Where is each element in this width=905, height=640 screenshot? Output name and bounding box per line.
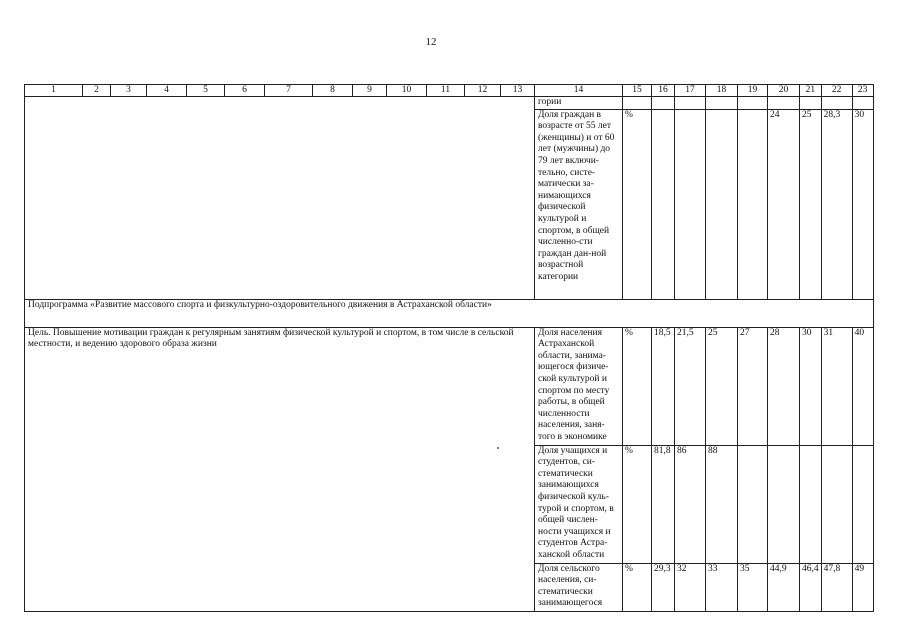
unit-cell: % — [623, 445, 652, 563]
header-cell: 13 — [501, 85, 535, 97]
empty-cell — [25, 109, 535, 299]
header-cell: 2 — [83, 85, 111, 97]
subprogram-title: Подпрограмма «Развитие массового спорта и физкультурно-оздоровительного движения в Астраханской области» — [25, 299, 874, 327]
value-cell — [652, 97, 675, 110]
empty-cell — [25, 97, 535, 110]
value-cell — [706, 109, 738, 299]
value-cell: 30 — [800, 327, 822, 445]
value-cell: 28,3 — [821, 109, 852, 299]
value-cell — [768, 97, 800, 110]
value-cell: 88 — [706, 445, 738, 563]
indicator-cell: Доля учащихся и студентов, си-стематически занимающихся физической куль-турой и спортом, в общей числен-ности учащихся и студентов Астра-ханской области — [535, 445, 623, 563]
value-cell — [675, 97, 706, 110]
header-cell: 16 — [652, 85, 675, 97]
value-cell: 32 — [675, 563, 706, 611]
value-cell — [821, 445, 852, 563]
scan-speck — [497, 447, 499, 449]
value-cell — [852, 445, 873, 563]
value-cell: 21,5 — [675, 327, 706, 445]
header-cell: 6 — [225, 85, 265, 97]
value-cell — [706, 97, 738, 110]
table-row — [25, 109, 874, 299]
value-cell: 24 — [768, 109, 800, 299]
unit-cell: % — [623, 563, 652, 611]
value-cell — [738, 97, 768, 110]
page-number: 12 — [425, 36, 437, 48]
value-cell: 18,5 — [652, 327, 675, 445]
indicator-cell: Доля сельского населения, си-стематически занимающегося — [535, 563, 623, 611]
unit-cell: % — [623, 109, 652, 299]
indicator-cell: гории — [535, 97, 623, 110]
subprogram-row — [25, 299, 874, 327]
header-cell: 19 — [738, 85, 768, 97]
header-cell: 7 — [265, 85, 313, 97]
value-cell: 81,8 — [652, 445, 675, 563]
indicators-table — [24, 84, 874, 612]
header-cell: 8 — [313, 85, 353, 97]
header-cell: 15 — [623, 85, 652, 97]
value-cell: 28 — [768, 327, 800, 445]
header-cell: 18 — [706, 85, 738, 97]
table-row — [25, 97, 874, 110]
value-cell: 25 — [800, 109, 822, 299]
value-cell — [768, 445, 800, 563]
value-cell: 86 — [675, 445, 706, 563]
value-cell — [738, 109, 768, 299]
value-cell: 35 — [738, 563, 768, 611]
value-cell: 49 — [852, 563, 873, 611]
header-row — [25, 85, 874, 97]
value-cell: 46,4 — [800, 563, 822, 611]
value-cell — [800, 445, 822, 563]
value-cell — [675, 109, 706, 299]
value-cell — [852, 97, 873, 110]
table-row — [25, 327, 874, 445]
value-cell — [800, 97, 822, 110]
header-cell: 5 — [187, 85, 225, 97]
header-cell: 17 — [675, 85, 706, 97]
value-cell: 29,3 — [652, 563, 675, 611]
value-cell — [738, 445, 768, 563]
header-cell: 21 — [800, 85, 822, 97]
header-cell: 23 — [852, 85, 873, 97]
value-cell: 25 — [706, 327, 738, 445]
value-cell — [623, 97, 652, 110]
header-cell: 12 — [465, 85, 501, 97]
header-cell: 11 — [427, 85, 465, 97]
header-cell: 1 — [25, 85, 83, 97]
indicator-cell: Доля граждан в возрасте от 55 лет (женщины) и от 60 лет (мужчины) до 79 лет включи-тельно, систе-матически за-нимающихся физической культурой и спортом, в общей численно-сти граждан дан-ной возрастной категории — [535, 109, 623, 299]
header-cell: 4 — [147, 85, 187, 97]
header-cell: 9 — [353, 85, 387, 97]
header-cell: 3 — [111, 85, 147, 97]
indicator-cell: Доля населения Астраханской области, занима-ющегося физиче-ской культурой и спортом по месту работы, в общей численности населения, заня-того в экономике — [535, 327, 623, 445]
goal-text: Цель. Повышение мотивации граждан к регулярным занятиям физической культурой и спортом, в том числе в сельской местности, и ведению здорового образа жизни — [25, 327, 535, 611]
header-cell: 10 — [387, 85, 427, 97]
value-cell: 30 — [852, 109, 873, 299]
header-cell: 14 — [535, 85, 623, 97]
header-cell: 22 — [821, 85, 852, 97]
header-cell: 20 — [768, 85, 800, 97]
value-cell: 27 — [738, 327, 768, 445]
value-cell: 44,9 — [768, 563, 800, 611]
value-cell: 31 — [821, 327, 852, 445]
value-cell: 40 — [852, 327, 873, 445]
value-cell — [652, 109, 675, 299]
unit-cell: % — [623, 327, 652, 445]
value-cell: 33 — [706, 563, 738, 611]
value-cell: 47,8 — [821, 563, 852, 611]
value-cell — [821, 97, 852, 110]
